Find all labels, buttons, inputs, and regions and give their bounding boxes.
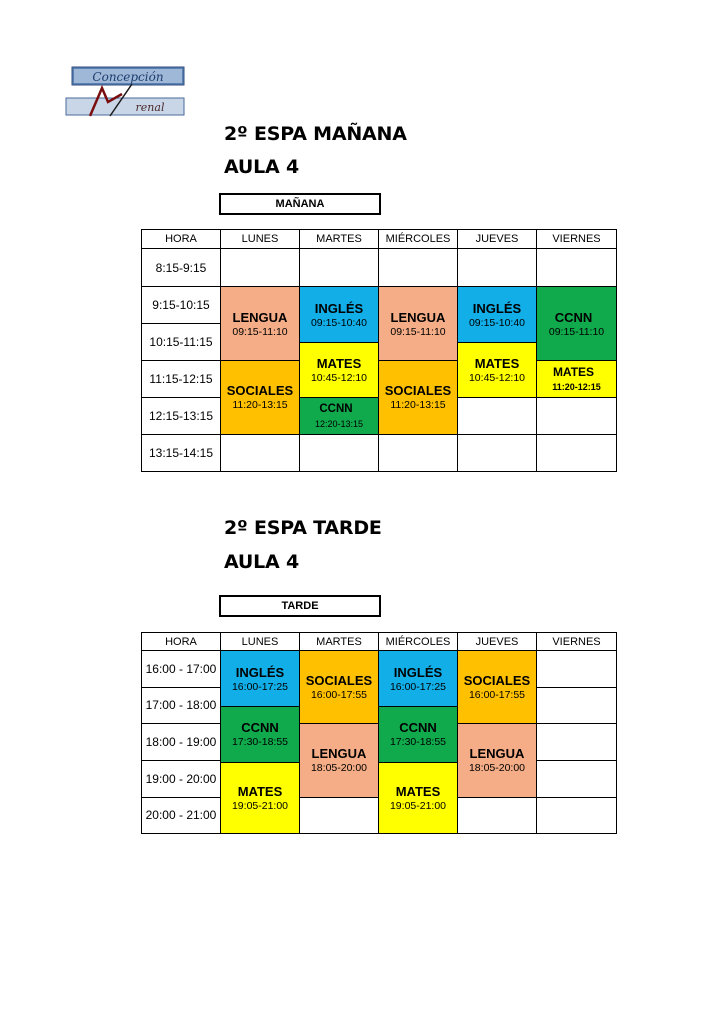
morning-hour-row: 9:15-10:15 — [152, 298, 210, 312]
afternoon-shift-label: TARDE — [219, 595, 381, 617]
afternoon-block-martes-lengua: LENGUA 18:05-20:00 — [300, 723, 378, 797]
morning-block-miercoles-sociales: SOCIALES 11:20-13:15 — [379, 360, 457, 434]
morning-hour-row: 11:15-12:15 — [149, 371, 213, 386]
morning-block-jueves-mates: MATES 10:45-12:10 — [458, 342, 536, 397]
afternoon-title: 2º ESPA TARDE — [224, 517, 382, 539]
afternoon-col-miercoles: MIÉRCOLES — [385, 636, 451, 648]
afternoon-block-martes-sociales: SOCIALES 16:00-17:55 — [300, 651, 378, 723]
morning-block-jueves-ingles: INGLÉS 09:15-10:40 — [458, 287, 536, 342]
morning-col-martes: MARTES — [316, 233, 362, 245]
afternoon-hour-row: 19:00 - 20:00 — [145, 771, 217, 786]
morning-block-martes-ccnn: CCNN 12:20-13:15 — [300, 397, 378, 434]
morning-hour-row: 10:15-11:15 — [149, 334, 213, 349]
morning-block-viernes-mates: MATES 11:20-12:15 — [537, 360, 616, 397]
afternoon-hour-row: 20:00 - 21:00 — [145, 808, 217, 822]
morning-col-miercoles: MIÉRCOLES — [385, 233, 451, 245]
morning-title: 2º ESPA MAÑANA — [224, 123, 407, 145]
morning-col-viernes: VIERNES — [552, 233, 601, 245]
afternoon-block-jueves-sociales: SOCIALES 16:00-17:55 — [458, 651, 536, 723]
morning-block-martes-ingles: INGLÉS 09:15-10:40 — [300, 287, 378, 342]
afternoon-block-lunes-ingles: INGLÉS 16:00-17:25 — [221, 651, 299, 706]
morning-block-lunes-lengua: LENGUA 09:15-11:10 — [221, 287, 299, 360]
afternoon-block-lunes-mates: MATES 19:05-21:00 — [221, 762, 299, 833]
morning-col-lunes: LUNES — [241, 233, 279, 245]
afternoon-hour-row: 16:00 - 17:00 — [145, 662, 217, 676]
afternoon-col-martes: MARTES — [316, 636, 362, 648]
morning-col-jueves: JUEVES — [475, 233, 519, 245]
svg-text:renal: renal — [135, 101, 165, 114]
afternoon-block-miercoles-ingles: INGLÉS 16:00-17:25 — [379, 651, 457, 706]
svg-text:Concepción: Concepción — [92, 70, 164, 84]
afternoon-hour-row: 18:00 - 19:00 — [145, 734, 217, 749]
afternoon-block-jueves-lengua: LENGUA 18:05-20:00 — [458, 723, 536, 797]
afternoon-block-lunes-ccnn: CCNN 17:30-18:55 — [221, 706, 299, 762]
morning-hour-row: 12:15-13:15 — [148, 408, 214, 423]
morning-hour-row: 8:15-9:15 — [155, 260, 207, 275]
afternoon-col-lunes: LUNES — [241, 636, 279, 648]
afternoon-room: AULA 4 — [224, 551, 299, 573]
morning-col-hora: HORA — [165, 233, 197, 245]
morning-room: AULA 4 — [224, 156, 299, 178]
morning-block-viernes-ccnn: CCNN 09:15-11:10 — [537, 287, 616, 360]
afternoon-hour-row: 17:00 - 18:00 — [145, 698, 217, 712]
afternoon-col-jueves: JUEVES — [475, 636, 519, 648]
morning-block-martes-mates: MATES 10:45-12:10 — [300, 342, 378, 397]
morning-hour-row: 13:15-14:15 — [148, 445, 214, 460]
afternoon-col-hora: HORA — [165, 636, 197, 648]
morning-block-lunes-sociales: SOCIALES 11:20-13:15 — [221, 360, 299, 434]
afternoon-block-miercoles-mates: MATES 19:05-21:00 — [379, 762, 457, 833]
morning-block-miercoles-lengua: LENGUA 09:15-11:10 — [379, 287, 457, 360]
afternoon-col-viernes: VIERNES — [552, 636, 601, 648]
morning-shift-label: MAÑANA — [219, 193, 381, 215]
afternoon-block-miercoles-ccnn: CCNN 17:30-18:55 — [379, 706, 457, 762]
